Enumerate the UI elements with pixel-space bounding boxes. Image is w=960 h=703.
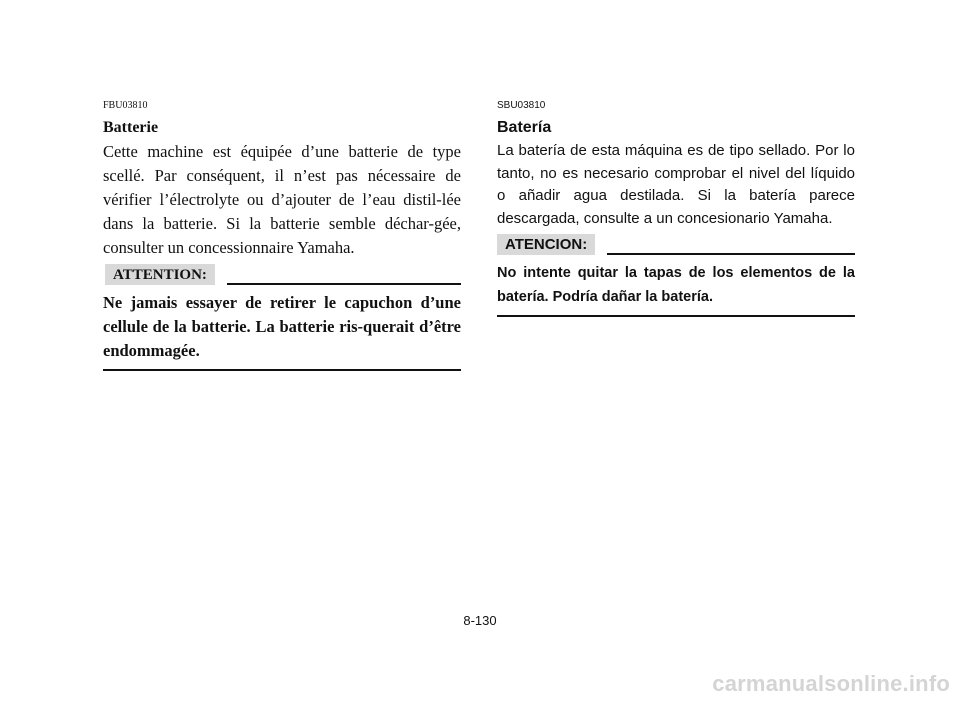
body-paragraph: La batería de esta máquina es de tipo sellado. Por lo tanto, no es necesario comprobar el nivel del líquido o añadir agua destilada. Si la batería parece descargada, consulte a un concesionario Yamaha. [497, 142, 855, 227]
warning-end-rule [497, 315, 855, 317]
body-paragraph: Cette machine est équipée d’une batterie de type scellé. Par conséquent, il n’est pas nécessaire de vérifier l’électrolyte ou d’ajouter de l’eau distil-lée dans la batterie. Si la batterie semble déchar-gée, consulter un concessionnaire Yamaha. [103, 142, 461, 257]
attention-rule [607, 253, 855, 255]
attention-rule [227, 283, 461, 285]
warning-end-rule [103, 369, 461, 371]
attention-header [497, 234, 855, 255]
section-code: FBU03810 [103, 100, 148, 111]
section-heading: Batterie [103, 119, 159, 136]
warning-text: No intente quitar la tapas de los elementos de la batería. Podría dañar la batería. [497, 265, 855, 305]
section-heading: Batería [497, 119, 552, 136]
warning-text: Ne jamais essayer de retirer le capuchon d’une cellule de la batterie. La batterie ris-querait d’être endommagée. [103, 293, 461, 360]
attention-header [103, 264, 461, 285]
spanish-column [497, 100, 855, 317]
section-code: SBU03810 [497, 100, 546, 111]
attention-label: ATTENTION: [105, 264, 215, 285]
site-watermark: carmanualsonline.info [712, 671, 950, 696]
page-number: 8-130 [463, 613, 497, 628]
french-column [103, 100, 461, 371]
attention-label: ATENCION: [497, 234, 595, 255]
